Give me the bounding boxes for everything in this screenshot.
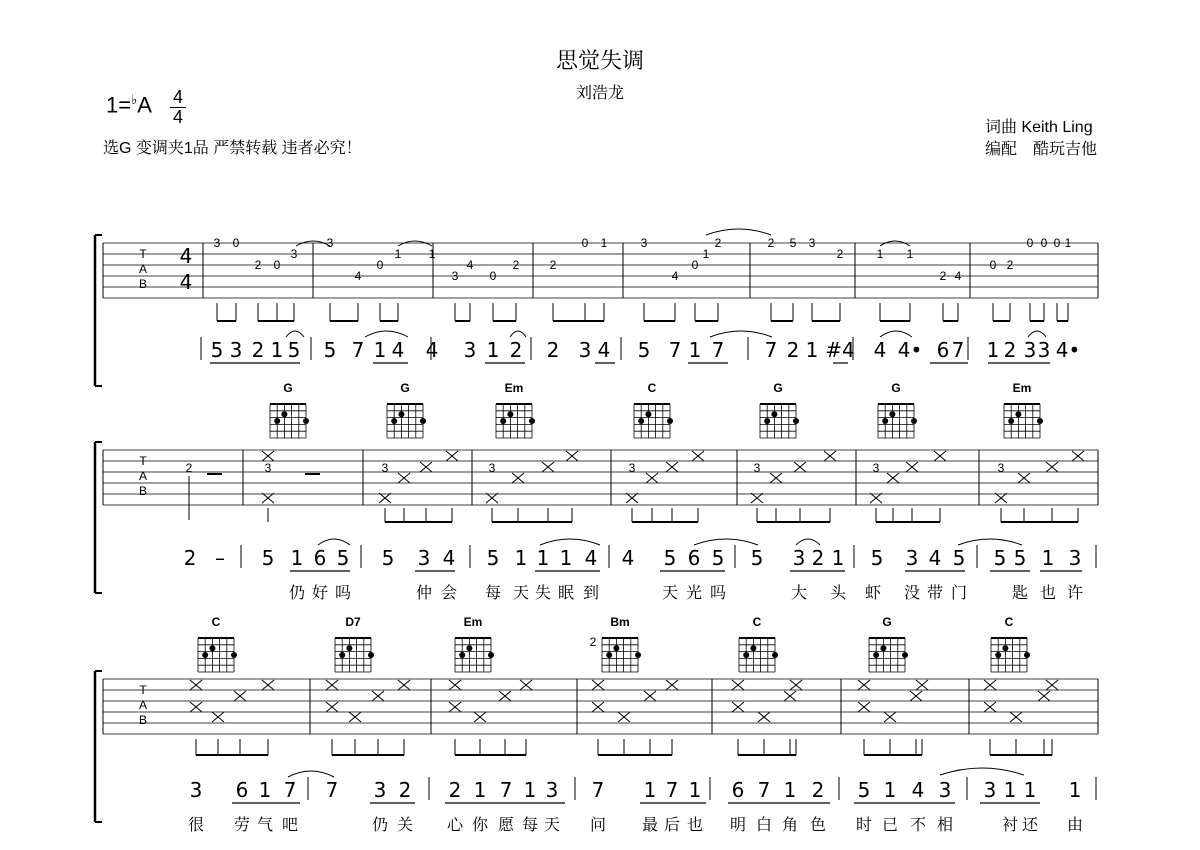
row3-jianpu-note: 2 [448,778,462,802]
row3-lyric: 色 [809,815,827,834]
row2-chord-1-label: G [283,381,293,395]
row2-chord-3-label: Em [504,381,524,395]
row3-jianpu-note: 1 [258,778,272,802]
row3-lyric: 白 [755,815,773,834]
row3-lyric: 天 [543,815,561,834]
row2-jianpu-note: 6 [687,546,701,570]
row2-tab-number: 3 [381,461,389,475]
row1-jianpu-note: 4 [391,338,405,362]
row1-tab-number: 2 [1006,258,1014,272]
row1-slur [1028,331,1046,337]
row2-lyric: 带 [926,583,944,602]
row1-tab-number: 1 [428,247,436,261]
row3-jianpu-note: 7 [591,778,605,802]
row3-lyric: 还 [1021,815,1039,834]
song-artist: 刘浩龙 [575,85,624,102]
row1-jianpu-note: 2 [1003,338,1017,362]
row2-chord-6-dot [911,418,917,424]
row2-lyric: 大 [790,583,808,602]
row3-jianpu-note: 2 [398,778,412,802]
row3-chord-5-dot [772,652,778,658]
row3-slur [288,771,334,777]
row2-chord-3-dot [529,418,535,424]
row2-chord-7-label: Em [1012,381,1032,395]
row2-tab-number: 3 [753,461,761,475]
row2-jianpu-note: 5 [663,546,677,570]
row3-lyric: 衬 [1001,815,1019,834]
row3-chord-7-label: C [1004,615,1014,629]
row1-jianpu-note: 7 [668,338,682,362]
row1-staff-tab-letter: T [139,247,147,261]
row2-slur [540,539,600,545]
row1-jianpu-note: 4 [873,338,887,362]
row1-jianpu-note: #4 [825,338,855,362]
row1-jianpu-note: 4• [1055,338,1081,362]
row1-tab-number: 0 [1053,236,1061,250]
row3-chord-6-dot [873,652,879,658]
row2-lyric: 匙 [1011,583,1029,602]
row1-jianpu-note: 1 [805,338,819,362]
row1-tab-number: 3 [326,236,334,250]
row3-chord-1-dot [209,645,215,651]
row2-chord-2-label: G [400,381,410,395]
row1-tab-time-bottom: 4 [179,270,193,294]
row3-chord-7-dot [995,652,1001,658]
row3-chord-3-dot [459,652,465,658]
capo-note: 选G 变调夹1品 严禁转载 违者必究！ [103,140,362,157]
row1-jianpu-note: 7 [764,338,778,362]
row1-slur [365,331,408,337]
row2-jianpu-note: 4 [584,546,598,570]
row3-jianpu-note: 7 [283,778,297,802]
row2-lyric: 失 [534,583,552,602]
row3-jianpu-note: 7 [325,778,339,802]
row3-lyric: 不 [909,815,927,834]
row3-chord-1-dot [231,652,237,658]
row3-jianpu-note: 5 [857,778,871,802]
row1-tab-number: 4 [954,269,962,283]
row1-jianpu-note: 1 [986,338,1000,362]
row3-staff-tab-letter: A [138,698,148,712]
row1-tab-number: 4 [466,258,474,272]
row2-lyric: 眠 [557,583,575,602]
row3-chord-2-label: D7 [345,615,361,629]
row2-lyric: 好 [311,583,329,602]
row1-jianpu-note: 3 [463,338,477,362]
row1-jianpu-note: 1 [486,338,500,362]
row3-jianpu-note: 4 [911,778,925,802]
row3-chord-4-label: Bm [610,615,630,629]
row2-lyric: 没 [903,583,921,602]
row2-tab-number: 3 [488,461,496,475]
row1-jianpu-note: 7 [711,338,725,362]
row2-lyric: 吗 [334,583,352,602]
row3-lyric: 你 [471,815,489,834]
row2-chord-3-dot [500,418,506,424]
row1-jianpu-note: 2 [509,338,523,362]
row3-lyric: 气 [256,815,274,834]
row1-slur [510,331,526,337]
row2-chord-5-dot [793,418,799,424]
row3-lyric: 也 [686,815,704,834]
row3-jianpu-note: 3 [938,778,952,802]
row2-jianpu-note: – [215,546,225,570]
row2-chord-1-dot [274,418,280,424]
row1-tab-number: 2 [836,247,844,261]
row1-jianpu-note: 3 [229,338,243,362]
row3-lyric: 角 [781,815,799,834]
row3-chord-2-dot [346,645,352,651]
row2-jianpu-note: 5 [381,546,395,570]
row2-jianpu-note: 1 [290,546,304,570]
row2-lyric: 也 [1039,583,1057,602]
row1-jianpu-note: 6 [936,338,950,362]
row1-tab-number: 5 [789,236,797,250]
row1-tab-number: 0 [989,258,997,272]
row2-chord-1-dot [303,418,309,424]
row1-jianpu-note: 5 [210,338,224,362]
credit-lyrics: 词曲 Keith Ling [984,119,1093,136]
row2-slur [796,539,820,545]
row2-jianpu-note: 1 [536,546,550,570]
row2-jianpu-note: 5 [993,546,1007,570]
song-title: 思觉失调 [555,48,644,73]
row1-tab-number: 0 [232,236,240,250]
row2-chord-7-dot [1008,418,1014,424]
row2-jianpu-note: 3 [905,546,919,570]
row1-tab-number: 2 [512,258,520,272]
row2-slur [958,539,1022,545]
row2-jianpu-note: 1 [1041,546,1055,570]
time-bottom: 4 [172,107,183,127]
row1-jianpu-note: 5 [637,338,651,362]
row2-jianpu-note: 4 [928,546,942,570]
row1-tab-number: 3 [451,269,459,283]
row3-chord-5-dot [750,645,756,651]
row3-chord-2-dot [368,652,374,658]
row2-chord-2-dot [391,418,397,424]
row2-lyric: 门 [950,583,968,602]
row1-tie [706,229,771,235]
key-note: A [137,92,152,118]
row3-jianpu-note: 3 [373,778,387,802]
row1-jianpu-note: 2 [786,338,800,362]
row1-tab-number: 1 [702,247,710,261]
row3-slur [940,768,1024,775]
row3-jianpu-note: 1 [1068,778,1082,802]
row3-jianpu-note: 3 [983,778,997,802]
row2-chord-4-label: C [647,381,657,395]
row2-jianpu-note: 5 [486,546,500,570]
row1-slur [880,331,912,337]
row3-staff-tab-letter: B [138,713,148,727]
row1-tab-number: 2 [767,236,775,250]
row1-jianpu-note: 5 [323,338,337,362]
row3-lyric: 劳 [233,815,251,834]
row3-jianpu-note: 1 [883,778,897,802]
row2-chord-6-label: G [891,381,901,395]
row3-staff-tab-letter: T [139,683,147,697]
row2-chord-6-dot [882,418,888,424]
row2-chord-7-dot [1015,411,1021,417]
row2-slur [318,539,350,545]
row1-jianpu-note: 3 [578,338,592,362]
row1-tab-number: 1 [600,236,608,250]
row1-jianpu-note: 2 [546,338,560,362]
row2-jianpu-note: 3 [792,546,806,570]
row3-jianpu-note: 2 [811,778,825,802]
row3-jianpu-note: 7 [757,778,771,802]
row1-tie [398,241,432,246]
row2-lyric: 到 [582,583,600,602]
row2-chord-5-dot [771,411,777,417]
row1-tab-number: 0 [273,258,281,272]
row2-chord-7-dot [1037,418,1043,424]
row1-slur [710,331,772,337]
row2-lyric: 光 [685,583,703,602]
row1-jianpu-note: 4 [597,338,611,362]
row1-jianpu-note: 3 [1023,338,1037,362]
row1-tab-number: 0 [581,236,589,250]
row3-jianpu-note: 1 [523,778,537,802]
row2-chord-3-dot [507,411,513,417]
row3-jianpu-note: 7 [665,778,679,802]
key-flat: ♭ [131,92,138,107]
row3-chord-5-label: C [752,615,762,629]
row3-lyric: 相 [936,815,954,834]
row2-jianpu-note: 5 [1013,546,1027,570]
row1-jianpu-note: 1 [373,338,387,362]
row3-chord-4-dot [635,652,641,658]
row2-jianpu-note: 1 [559,546,573,570]
row2-jianpu-note: 2 [183,546,197,570]
row1-jianpu-note: 5 [287,338,301,362]
row2-chord-4-dot [638,418,644,424]
row3-jianpu-note: 1 [643,778,657,802]
row3-lyric: 仍 [371,815,389,834]
row3-jianpu-note: 3 [545,778,559,802]
row3-chord-6-dot [902,652,908,658]
row1-tab-number: 1 [876,247,884,261]
row1-jianpu-note: 4• [897,338,923,362]
row1-tab-number: 2 [254,258,262,272]
row3-jianpu-note: 1 [1023,778,1037,802]
row2-lyric: 天 [512,583,530,602]
row2-chord-6-dot [889,411,895,417]
row1-tab-number: 2 [939,269,947,283]
row2-lyric: 仍 [288,583,306,602]
row3-jianpu-note: 3 [189,778,203,802]
row3-chord-2-dot [339,652,345,658]
row2-lyric: 每 [484,583,502,602]
row1-tab-number: 4 [671,269,679,283]
row2-chord-5-dot [764,418,770,424]
row2-lyric: 仲 [415,583,433,602]
row1-tab-number: 1 [1064,236,1072,250]
row1-tab-number: 0 [489,269,497,283]
row2-tab-number: 3 [997,461,1005,475]
row2-staff-tab-letter: T [139,454,147,468]
row3-chord-3-label: Em [463,615,483,629]
row2-chord-4-dot [645,411,651,417]
row2-lyric: 天 [661,583,679,602]
row2-jianpu-note: 5 [261,546,275,570]
row1-tab-number: 0 [1040,236,1048,250]
row2-staff-tab-letter: A [138,469,148,483]
row3-jianpu-note: 1 [1003,778,1017,802]
row2-chord-4-dot [667,418,673,424]
row3-jianpu-note: 1 [688,778,702,802]
row3-chord-3-dot [466,645,472,651]
row3-chord-4-dot [606,652,612,658]
row2-jianpu-note: 6 [313,546,327,570]
row2-chord-1-dot [281,411,287,417]
row1-jianpu-note: 2 [251,338,265,362]
row3-chord-7-dot [1002,645,1008,651]
row1-tab-number: 3 [290,247,298,261]
row3-chord-6-label: G [882,615,892,629]
row3-chord-5-dot [743,652,749,658]
row1-tab-number: 3 [213,236,221,250]
row3-jianpu-note: 6 [235,778,249,802]
row2-lyric: 虾 [864,583,882,602]
row1-jianpu-note: 1 [688,338,702,362]
row1-jianpu-note: 1 [270,338,284,362]
row1-tab-time-top: 4 [179,244,193,268]
row3-jianpu-note: 7 [499,778,513,802]
row3-chord-1-label: C [211,615,221,629]
row3-chord-3-dot [488,652,494,658]
row1-slur [286,331,304,337]
row2-jianpu-note: 5 [336,546,350,570]
row2-jianpu-note: 5 [870,546,884,570]
row1-jianpu-note: 4 [425,338,439,362]
row2-tab-number: 3 [628,461,636,475]
key-prefix: 1= [106,92,132,118]
row1-tab-number: 2 [714,236,722,250]
row1-tab-number: 3 [808,236,816,250]
row2-jianpu-note: 5 [711,546,725,570]
row1-tab-number: 4 [354,269,362,283]
row2-tab-number: 3 [872,461,880,475]
row3-lyric: 每 [521,815,539,834]
row3-lyric: 由 [1066,815,1084,834]
row2-lyric: 吗 [709,583,727,602]
row2-jianpu-note: 2 [811,546,825,570]
row3-lyric: 后 [663,815,681,834]
row3-lyric: 很 [187,815,205,834]
row2-jianpu-note: 4 [442,546,456,570]
row3-lyric: 最 [641,815,659,834]
row1-tie [880,241,910,246]
row2-lyric: 许 [1066,583,1084,602]
row1-jianpu-note: 7 [951,338,965,362]
row1-tab-number: 1 [394,247,402,261]
row1-tab-number: 3 [640,236,648,250]
row1-staff-tab-letter: A [138,262,148,276]
row2-jianpu-note: 3 [417,546,431,570]
row2-chord-5-label: G [773,381,783,395]
row3-lyric: 时 [855,815,873,834]
row3-lyric: 明 [729,815,747,834]
row2-staff-tab-letter: B [138,484,148,498]
row2-lyric: 头 [829,583,847,602]
row2-jianpu-note: 5 [750,546,764,570]
credit-arrange: 编配 酷玩吉他 [984,141,1097,158]
row1-staff-tab-letter: B [138,277,148,291]
row2-jianpu-note: 1 [831,546,845,570]
row1-jianpu-note: 7 [351,338,365,362]
row3-chord-1-dot [202,652,208,658]
row3-lyric: 关 [396,815,414,834]
time-top: 4 [172,87,183,107]
row3-jianpu-note: 6 [731,778,745,802]
row3-lyric: 吧 [281,815,299,834]
row3-barre-fret: 2 [589,635,597,649]
row3-lyric: 愿 [497,815,515,834]
row3-jianpu-note: 1 [473,778,487,802]
row1-tab-number: 0 [376,258,384,272]
row3-jianpu-note: 1 [783,778,797,802]
row2-chord-2-dot [420,418,426,424]
row2-lyric: 会 [440,583,458,602]
row3-lyric: 问 [589,815,607,834]
row1-jianpu-note: 3 [1037,338,1051,362]
row1-tab-number: 0 [1026,236,1034,250]
row3-chord-6-dot [880,645,886,651]
row3-lyric: 已 [881,815,899,834]
row3-chord-7-dot [1024,652,1030,658]
row3-chord-4-dot [613,645,619,651]
row1-tab-number: 2 [549,258,557,272]
row2-slur [694,539,758,545]
row2-jianpu-note: 1 [514,546,528,570]
row1-tab-number: 0 [691,258,699,272]
row2-jianpu-note: 3 [1068,546,1082,570]
row1-tab-number: 1 [906,247,914,261]
row2-chord-2-dot [398,411,404,417]
row2-tab-number: 2 [185,461,193,475]
row2-tab-number: 3 [264,461,272,475]
row2-jianpu-note: 4 [621,546,635,570]
row3-lyric: 心 [446,815,464,834]
row2-jianpu-note: 5 [952,546,966,570]
